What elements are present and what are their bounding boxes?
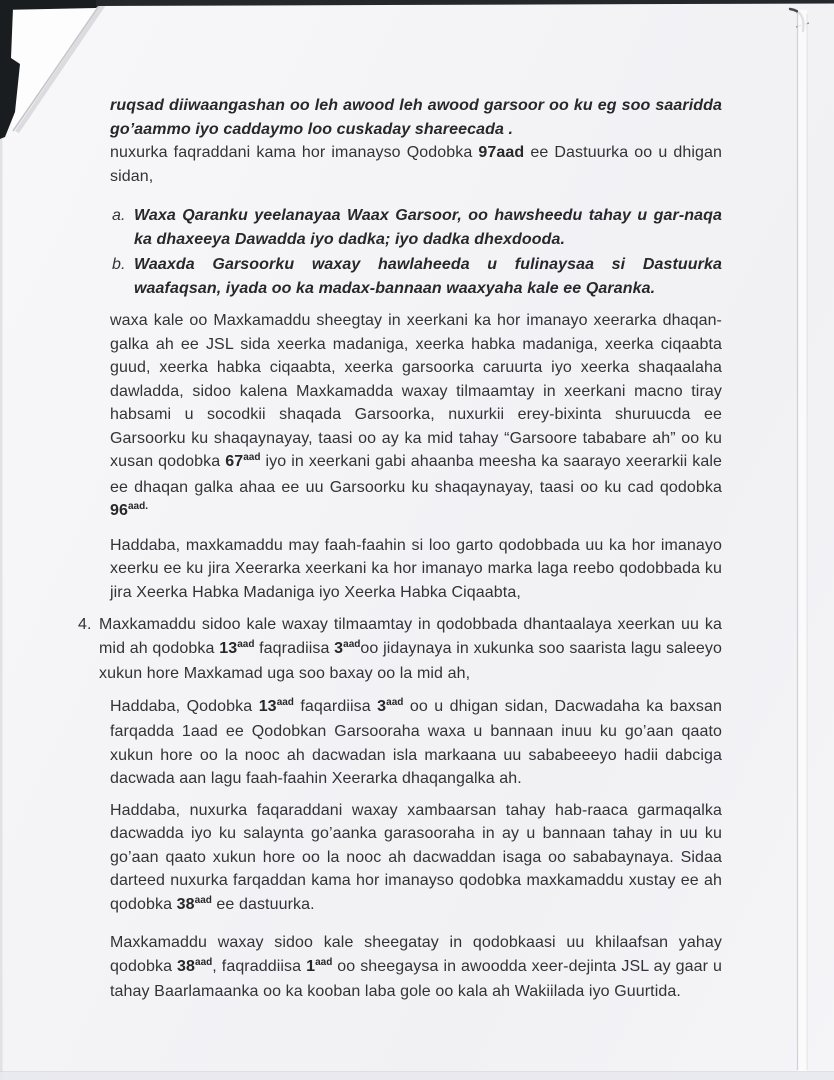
text-run: aad bbox=[276, 696, 294, 708]
text-run: Haddaba, maxkamaddu may faah-faahin si loo garto qodobbada uu ka hor imanayo xeerku ee ku jira Xeerarka xeerkani ka hor imanayo marka laga reebo qodobbada ku jira Xeerka Habka Madaniga iyo Xeerka Habka Ciqaabta, bbox=[110, 536, 722, 601]
text-run: oo jidaynaya in xukunka soo saarista lagu saleeyo xukun hore Maxkamad uga soo baxay oo la mid ah, bbox=[99, 639, 722, 682]
paragraph-qodobka-13 bbox=[110, 695, 722, 791]
lettered-list bbox=[112, 204, 722, 300]
page-crease-right bbox=[798, 10, 808, 1072]
text-run: aad bbox=[237, 638, 255, 650]
text-run: Waxa Qaranku yeelanayaa Waax Garsoor, oo hawsheedu tahay u gar-naqa ka dhaxeeya Dawadda iyo dadka; iyo dadka dhexdooda. bbox=[134, 207, 722, 248]
text-run: aad bbox=[243, 452, 261, 463]
text-run: 38 bbox=[176, 895, 195, 913]
text-run: 67 bbox=[225, 453, 244, 470]
text-run: 13 bbox=[258, 697, 277, 715]
list-item-b-label: b. bbox=[112, 256, 126, 273]
text-run: 3 bbox=[377, 697, 387, 715]
folded-corner-artifact bbox=[0, 0, 106, 139]
text-run: aad. bbox=[128, 501, 149, 512]
text-run: waxa kale oo Maxkamaddu sheegtay in xeerkani ka hor imanayo xeerarka dhaqan-galka ah ee JSL sida xeerka madaniga, xeerka habka madaniga, xeerka ciqaabta guud, xeerka habka ciqaabta, xeerka garsoorka caruurta iyo xeerka shaqaalaha dawladda, sidoo kalena Maxkamadda waxay tilmaamtay in xeerkani macno tiray habsami u socodkii shaqada Garsoorka, nuxurkii erey-bixinta shuruucda ee Garsoorku ku shaqaynayay, taasi oo ay ka mid tahay “Garsoore tababare ah” oo ku xusan qodobka bbox=[110, 312, 722, 470]
text-run: aad bbox=[194, 894, 212, 906]
text-run: ee Dastuurka oo u dhigan sidan, bbox=[110, 144, 723, 185]
top-edge-scan-line bbox=[96, 0, 834, 6]
text-run: oo u dhigan sidan, Dacwadaha ka baxsan farqadda 1aad ee Qodobkan Garsooraha waxa u bannaan inuu ku go’aan qaato xukun hore oo la nooc ah dacwadan isla markaana uu sababeeeyo hadii dabciga dacwada aan lagu faah-faahin Xeerarka dhaqangalka ah. bbox=[110, 697, 723, 787]
carryover-emphasis-paragraph bbox=[110, 94, 722, 141]
text-run: faqardiisa bbox=[293, 697, 378, 715]
list-item-a-label: a. bbox=[112, 207, 126, 224]
list-item-b bbox=[112, 253, 722, 300]
text-run: 96 bbox=[110, 502, 128, 519]
list-item-b-text bbox=[134, 253, 722, 300]
text-run: nuxurka faqraddani kama hor imanayso Qodobka bbox=[110, 144, 479, 161]
text-run: Haddaba, nuxurka faqaraddani waxay xambaarsan tahay hab-raaca garmaqalka dacwadda iyo ku salaynta go’aanka garasooraha in ay u bannaan tahay in uu ku go’aan qaato xukun hore oo la nooc ah dacwaddan isaga oo sababaynaya. Sidaa darteed nuxurka farqaddan kama hor imanayso qodobka maxkamaddu xustay ee ah qodobka bbox=[110, 801, 722, 913]
paragraph-court-statement bbox=[110, 309, 722, 525]
numbered-item-4-label: 4. bbox=[78, 616, 92, 633]
list-item-a-text bbox=[134, 204, 722, 251]
paragraph-haddaba-clarification bbox=[110, 534, 722, 605]
text-run: aad bbox=[195, 956, 213, 968]
text-run: Waaxda Garsoorku waxay hawlaheeda u fulinaysaa si Dastuurka waafaqsan, iyada oo ka madax-bannaan waaxyaha kale ee Qaranka. bbox=[134, 256, 722, 297]
text-run: aad bbox=[386, 696, 404, 708]
text-run: , faqraddiisa bbox=[212, 957, 307, 975]
text-run: 38 bbox=[177, 957, 196, 975]
numbered-item-4-text bbox=[99, 613, 722, 686]
text-run: iyo in xeerkani gabi ahaanba meesha ka saarayo xeerarkii kale ee dhaqan galka ahaa ee uu Garsoorku ku shaqaynayay, taasi oo ku cad qodobka bbox=[110, 453, 722, 496]
text-run: Maxkamaddu sidoo kale waxay tilmaamtay in qodobbada dhantaalaya xeerkan uu ka mid ah qodobka bbox=[99, 616, 722, 657]
text-run: faqradiisa bbox=[254, 639, 335, 657]
text-run: aad bbox=[343, 638, 361, 650]
list-item-a bbox=[112, 204, 722, 251]
numbered-item-4 bbox=[78, 613, 722, 686]
text-run: Maxkamaddu waxay sidoo kale sheegatay in qodobkaasi uu khilaafsan yahay qodobka bbox=[110, 934, 722, 975]
text-run: ruqsad diiwaangashan oo leh awood leh awood garsoor oo ku eg soo saaridda go’aammo iyo caddaymo loo cuskaday shareecada . bbox=[110, 97, 722, 138]
paragraph-habraaca bbox=[110, 799, 722, 919]
page-corner-curl bbox=[790, 9, 809, 31]
text-run: oo sheegaysa in awoodda xeer-dejinta JSL ay gaar u tahay Baarlamaanka oo ka kooban laba gole oo kala ah Wakiilada iyo Guurtida. bbox=[110, 957, 723, 1000]
text-run: 97aad bbox=[478, 144, 525, 161]
text-run: 1 bbox=[306, 957, 316, 975]
text-run: Haddaba, Qodobka bbox=[110, 697, 259, 715]
text-run: 13 bbox=[219, 639, 238, 657]
text-run: aad bbox=[315, 956, 333, 968]
paragraph-qodobka-38 bbox=[110, 931, 722, 1004]
document-content bbox=[78, 94, 723, 1004]
text-run: 3 bbox=[334, 639, 344, 657]
paragraph-constitution-reference bbox=[110, 141, 722, 188]
text-run: ee dastuurka. bbox=[211, 895, 315, 913]
